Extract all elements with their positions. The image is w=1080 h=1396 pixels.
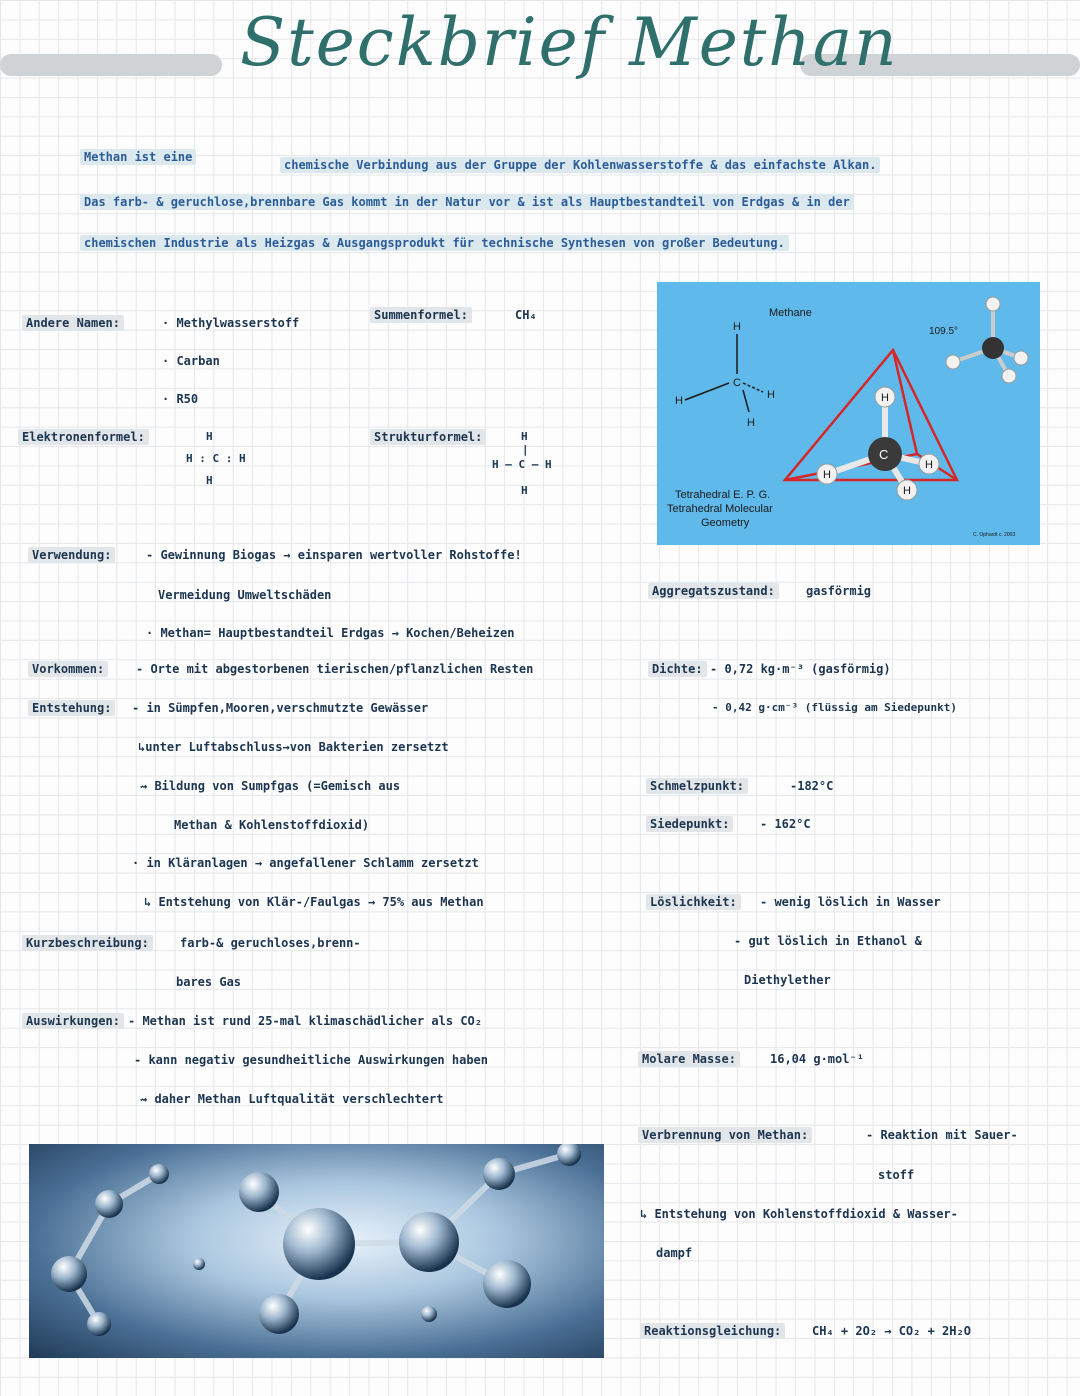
figure-credit: C. Ophardt c. 2003	[973, 532, 1016, 538]
structure-formula-top: H	[521, 430, 528, 443]
lewis-h-left: H	[675, 395, 683, 407]
svg-text:H: H	[903, 485, 911, 497]
caption-2: Tetrahedral Molecular	[667, 503, 773, 515]
reaction-equation: CH₄ + 2O₂ → CO₂ + 2H₂O	[812, 1324, 971, 1338]
lewis-h-top: H	[733, 321, 741, 333]
svg-text:C: C	[879, 447, 889, 462]
combustion-line-3: ↳ Entstehung von Kohlenstoffdioxid & Wasser-	[640, 1207, 958, 1221]
other-name-2: · Carban	[162, 354, 220, 368]
short-description-line-2: bares Gas	[176, 975, 242, 989]
origin-label: Entstehung:	[28, 701, 115, 715]
combustion-label: Verbrennung von Methan:	[638, 1128, 812, 1142]
intro-line-1b: chemische Verbindung aus der Gruppe der Kohlenwasserstoffe & das einfachste Alkan.	[280, 158, 880, 172]
electron-formula-bottom: H	[206, 474, 213, 487]
combustion-line-4: dampf	[656, 1246, 693, 1260]
page-title: Steckbrief Methan	[240, 4, 899, 81]
lewis-h-right: H	[767, 389, 775, 401]
lewis-c: C	[733, 377, 741, 389]
short-description-line-1: farb-& geruchloses,brenn-	[180, 936, 361, 950]
intro-line-1a: Methan ist eine	[80, 150, 196, 164]
other-name-1: · Methylwasserstoff	[162, 316, 300, 330]
other-name-3: · R50	[162, 392, 199, 406]
usage-line-2: Vermeidung Umweltschäden	[158, 588, 332, 602]
effects-label: Auswirkungen:	[22, 1014, 124, 1028]
solubility-label: Löslichkeit:	[646, 895, 741, 909]
header-bar-left	[0, 54, 222, 76]
origin-line-3: ⇝ Bildung von Sumpfgas (=Gemisch aus	[140, 779, 401, 793]
reaction-label: Reaktionsgleichung:	[640, 1324, 785, 1338]
electron-formula-top: H	[206, 430, 213, 443]
boiling-label: Siedepunkt:	[646, 817, 733, 831]
short-description-label: Kurzbeschreibung:	[22, 936, 153, 950]
origin-line-5: · in Kläranlagen → angefallener Schlamm zersetzt	[132, 856, 479, 870]
origin-line-6: ↳ Entstehung von Klär-/Faulgas → 75% aus Methan	[144, 895, 484, 909]
caption-3: Geometry	[701, 517, 750, 529]
effects-line-1: - Methan ist rund 25-mal klimaschädlicher als CO₂	[128, 1014, 483, 1028]
structure-formula-label: Strukturformel:	[370, 430, 486, 444]
usage-line-1: - Gewinnung Biogas → einsparen wertvoller Rohstoffe!	[146, 548, 522, 562]
molecule-photo	[29, 1144, 604, 1358]
intro-line-2: Das farb- & geruchlose,brennbare Gas kommt in der Natur vor & ist als Hauptbestandteil von Erdgas & in der	[80, 195, 854, 209]
molar-mass-label: Molare Masse:	[638, 1052, 740, 1066]
structure-formula-bottom: H	[521, 484, 528, 497]
melting-label: Schmelzpunkt:	[646, 779, 748, 793]
aggregate-label: Aggregatszustand:	[648, 584, 779, 598]
svg-text:H: H	[925, 459, 933, 471]
origin-line-4: Methan & Kohlenstoffdioxid)	[174, 818, 370, 832]
density-value-1: - 0,72 kg·m⁻³ (gasförmig)	[710, 662, 891, 676]
sum-formula-label: Summenformel:	[370, 308, 472, 322]
intro-line-3: chemischen Industrie als Heizgas & Ausgangsprodukt für technische Synthesen von großer Bedeutung.	[80, 236, 789, 250]
solubility-value-1: - wenig löslich in Wasser	[760, 895, 941, 909]
electron-formula-label: Elektronenformel:	[18, 430, 149, 444]
molecule-illustration	[29, 1144, 604, 1358]
molar-mass-value: 16,04 g·mol⁻¹	[770, 1052, 864, 1066]
melting-value: -182°C	[790, 779, 834, 793]
origin-line-2: ↳unter Luftabschluss→von Bakterien zersetzt	[138, 740, 449, 754]
usage-line-3: · Methan= Hauptbestandteil Erdgas → Kochen/Beheizen	[146, 626, 515, 640]
bond-angle: 109.5°	[929, 326, 959, 337]
structure-formula-mid: H — C — H	[492, 458, 552, 471]
solubility-value-2: - gut löslich in Ethanol &	[734, 934, 922, 948]
effects-line-2: - kann negativ gesundheitliche Auswirkungen haben	[134, 1053, 489, 1067]
caption-1: Tetrahedral E. P. G.	[675, 489, 771, 501]
density-value-2: - 0,42 g·cm⁻³ (flüssig am Siedepunkt)	[712, 701, 958, 714]
electron-formula-mid: H : C : H	[186, 452, 246, 465]
solubility-value-3: Diethylether	[744, 973, 831, 987]
usage-label: Verwendung:	[28, 548, 115, 562]
density-label: Dichte:	[648, 662, 707, 676]
sum-formula-value: CH₄	[515, 308, 537, 322]
origin-line-1: - in Sümpfen,Mooren,verschmutzte Gewässer	[132, 701, 429, 715]
methane-diagram	[657, 282, 1040, 545]
methane-figure	[657, 282, 1040, 545]
figure-title: Methane	[769, 307, 812, 319]
effects-line-3: ⇝ daher Methan Luftqualität verschlechtert	[140, 1092, 444, 1106]
other-names-label: Andere Namen:	[22, 316, 124, 330]
combustion-line-1: - Reaktion mit Sauer-	[866, 1128, 1018, 1142]
structure-formula-bar: |	[522, 443, 529, 456]
occurrence-label: Vorkommen:	[28, 662, 108, 676]
aggregate-value: gasförmig	[806, 584, 872, 598]
svg-text:H: H	[881, 392, 889, 404]
svg-text:H: H	[823, 469, 831, 481]
boiling-value: - 162°C	[760, 817, 811, 831]
combustion-line-2: stoff	[878, 1168, 915, 1182]
occurrence-text: - Orte mit abgestorbenen tierischen/pflanzlichen Resten	[136, 662, 534, 676]
lewis-h-bottom: H	[747, 417, 755, 429]
